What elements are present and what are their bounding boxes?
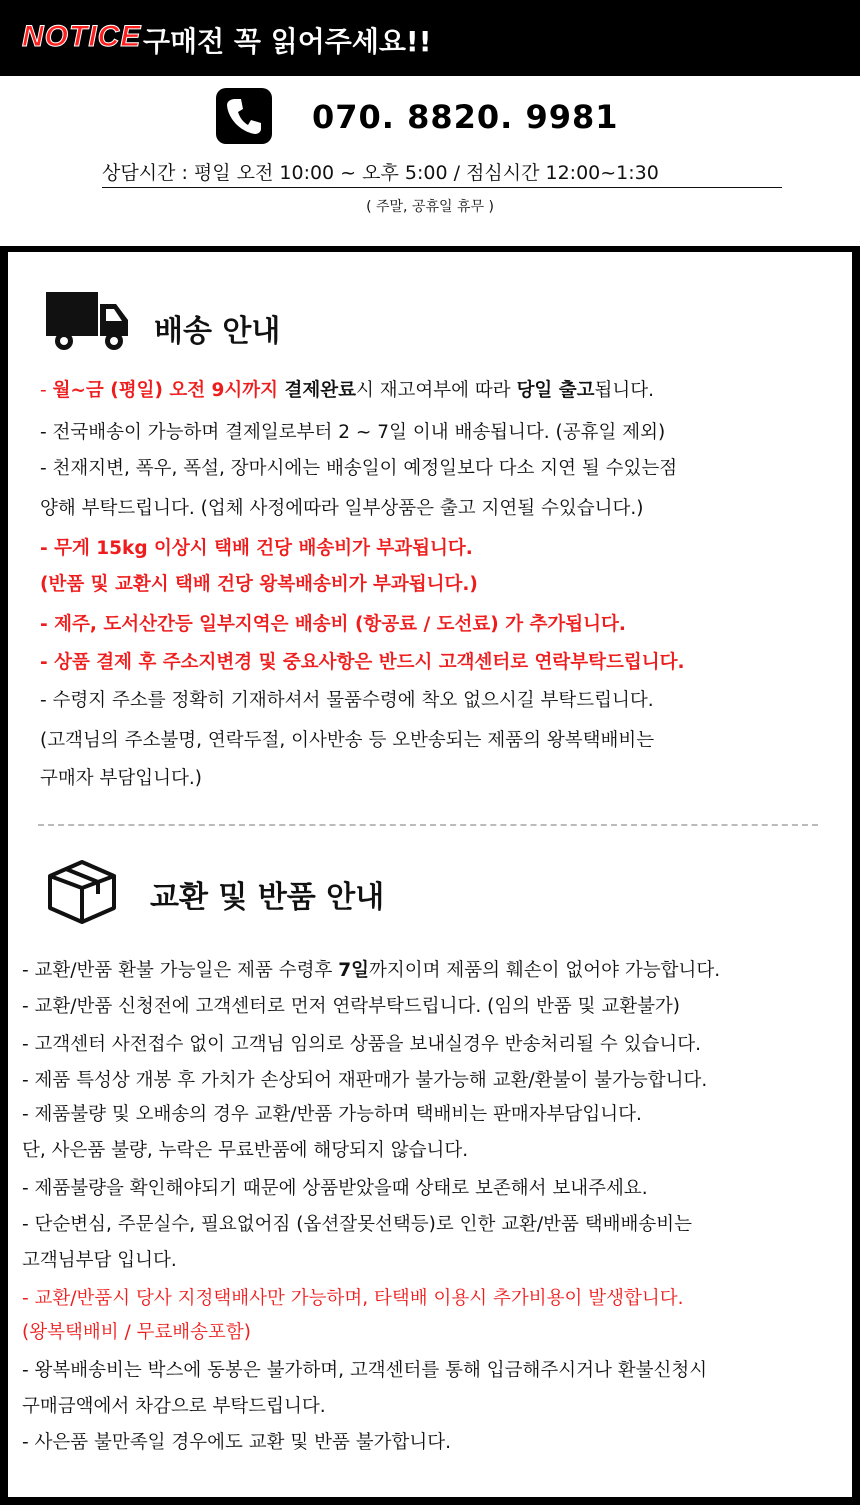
returns-line-1: - 교환/반품 환불 가능일은 제품 수령후 7일까지이며 제품의 훼손이 없어야 가능합니다.: [22, 960, 721, 981]
notice-title: 구매전 꼭 읽어주세요!!: [143, 25, 432, 58]
returns-line-13: 구매금액에서 차감으로 부탁드립니다.: [22, 1396, 326, 1417]
box-icon: [42, 856, 122, 926]
contact-section: [0, 76, 860, 246]
returns-title: 교환 및 반품 안내: [150, 880, 385, 915]
phone-number[interactable]: 070. 8820. 9981: [312, 98, 619, 136]
returns-line-8: - 단순변심, 주문실수, 필요없어짐 (옵션잘못선택등)로 인한 교환/반품 택배배송비는: [22, 1214, 693, 1235]
holiday-note: ( 주말, 공휴일 휴무 ): [366, 199, 494, 215]
returns-line-12: - 왕복배송비는 박스에 동봉은 불가하며, 고객센터를 통해 입금해주시거나 환불신청시: [22, 1360, 708, 1381]
business-hours: 상담시간 : 평일 오전 10:00 ~ 오후 5:00 / 점심시간 12:00~1:30: [102, 158, 782, 188]
shipping-line-2: - 전국배송이 가능하며 결제일로부터 2 ~ 7일 이내 배송됩니다. (공휴일 제외): [40, 422, 666, 443]
returns-line-3: - 고객센터 사전접수 없이 고객님 임의로 상품을 보내실경우 반송처리될 수 있습니다.: [22, 1034, 701, 1055]
truck-icon: [44, 288, 132, 356]
returns-line-7: - 제품불량을 확인해야되기 때문에 상품받았을때 상태로 보존해서 보내주세요.: [22, 1178, 648, 1199]
notice-tag: NOTICE: [22, 20, 142, 53]
notice-bar: [0, 0, 860, 76]
returns-line-5: - 제품불량 및 오배송의 경우 교환/반품 가능하며 택배비는 판매자부담입니다.: [22, 1104, 642, 1125]
shipping-line-1: - 월~금 (평일) 오전 9시까지 결제완료시 재고여부에 따라 당일 출고됩니다.: [40, 380, 654, 401]
shipping-line-6: (반품 및 교환시 택배 건당 왕복배송비가 부과됩니다.): [40, 574, 478, 595]
returns-line-11: (왕복택배비 / 무료배송포함): [22, 1322, 252, 1343]
returns-line-10: - 교환/반품시 당사 지정택배사만 가능하며, 타택배 이용시 추가비용이 발생합니다.: [22, 1288, 684, 1309]
shipping-line-10: (고객님의 주소불명, 연락두절, 이사반송 등 오반송되는 제품의 왕복택배비는: [40, 730, 655, 751]
info-panel: [8, 252, 852, 1497]
shipping-line-4: 양해 부탁드립니다. (업체 사정에따라 일부상품은 출고 지연될 수있습니다.): [40, 498, 644, 519]
shipping-line-9: - 수령지 주소를 정확히 기재하셔서 물품수령에 착오 없으시길 부탁드립니다.: [40, 690, 654, 711]
returns-line-6: 단, 사은품 불량, 누락은 무료반품에 해당되지 않습니다.: [22, 1140, 469, 1161]
phone-icon: [216, 88, 272, 144]
shipping-line-3: - 천재지변, 폭우, 폭설, 장마시에는 배송일이 예정일보다 다소 지연 될 수있는점: [40, 458, 678, 479]
section-divider: [38, 824, 818, 826]
returns-line-2: - 교환/반품 신청전에 고객센터로 먼저 연락부탁드립니다. (임의 반품 및 교환불가): [22, 996, 681, 1017]
shipping-title: 배송 안내: [154, 314, 281, 349]
shipping-line-7: - 제주, 도서산간등 일부지역은 배송비 (항공료 / 도선료) 가 추가됩니다.: [40, 614, 626, 635]
shipping-line-11: 구매자 부담입니다.): [40, 768, 202, 789]
returns-line-4: - 제품 특성상 개봉 후 가치가 손상되어 재판매가 불가능해 교환/환불이 불가능합니다.: [22, 1070, 708, 1091]
shipping-line-8: - 상품 결제 후 주소지변경 및 중요사항은 반드시 고객센터로 연락부탁드립니다.: [40, 652, 685, 673]
returns-line-9: 고객님부담 입니다.: [22, 1250, 177, 1271]
returns-line-14: - 사은품 불만족일 경우에도 교환 및 반품 불가합니다.: [22, 1432, 452, 1453]
shipping-line-5: - 무게 15kg 이상시 택배 건당 배송비가 부과됩니다.: [40, 538, 473, 559]
